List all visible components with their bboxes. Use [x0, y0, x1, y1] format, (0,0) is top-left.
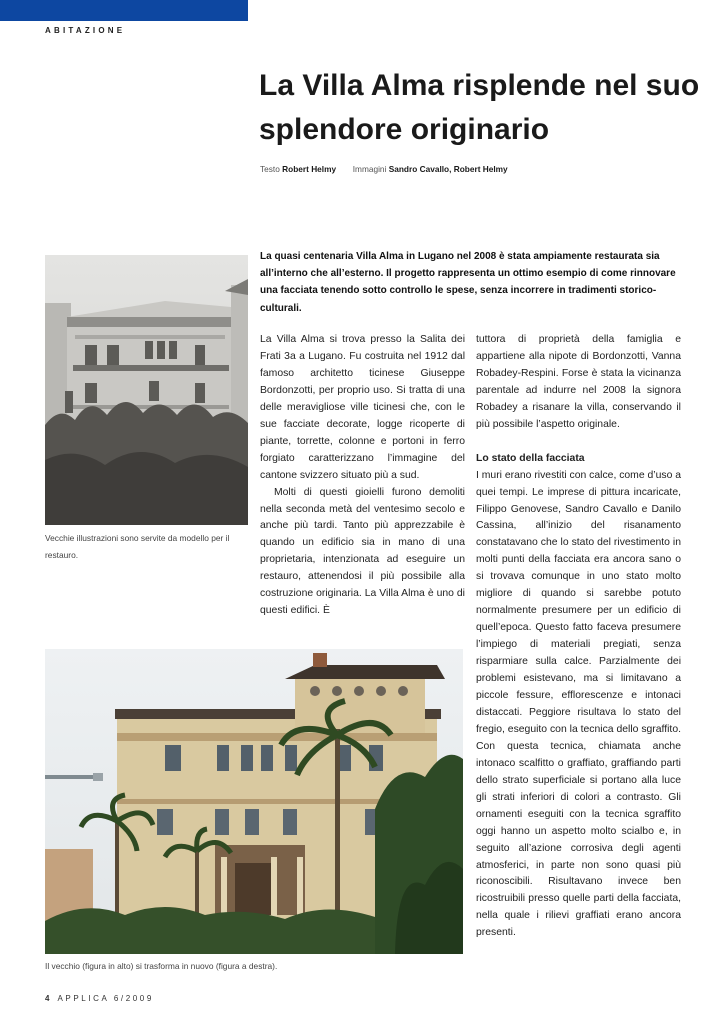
- body-paragraph: Molti di questi gioielli furono demoliti nella seconda metà del ventesimo secolo e anche più tardi. Tanto più apprezzabile è quando un edificio sia in mano di una proprietaria, intenzionata ad eseguire un restauro, attenendosi il più possibile alla costruzione originaria. La Villa Alma è uno di questi edifici. È: [260, 486, 465, 617]
- images-credit-label: Immagini: [352, 164, 387, 174]
- old-villa-photo: [45, 255, 248, 525]
- text-credit-author: Robert Helmy: [282, 164, 337, 174]
- body-paragraph: tuttora di proprietà della famiglia e appartiene alla nipote di Bordonzotti, Vanna Robadey-Respini. Forse è stata la vicinanza parentale ad indurre nel 2008 la signora Robadey a risanare la villa, conservando il più possibile l’aspetto originale.: [476, 334, 681, 430]
- body-paragraph: La Villa Alma si trova presso la Salita dei Frati 3a a Lugano. Fu costruita nel 1912 dal famoso architetto ticinese Giuseppe Bordonzotti, per proprio uso. Si tratta di una delle meravigliose ville ticinesi che, con le sue facciate decorate, logge ricoperte di piante, torrette, colonne e portoni in ferro forgiato caratterizzano l’immagine del cantone svizzero situato più a sud.: [260, 334, 465, 481]
- text-credit-label: Testo: [260, 164, 280, 174]
- magazine-issue: APPLICA 6/2009: [57, 994, 154, 1003]
- article-lead: La quasi centenaria Villa Alma in Lugano nel 2008 è stata ampiamente restaurata sia all’interno che all’esterno. Il progetto rappresenta un ottimo esempio di come rinnovare una facciata tenendo sotto controllo le spese, senza incorrere in tradimenti storico-culturali.: [260, 251, 676, 314]
- page-number: 4: [45, 994, 50, 1003]
- restored-villa-photo: [45, 649, 463, 954]
- body-column-2: [476, 332, 681, 942]
- page-footer: [45, 994, 154, 1003]
- article-credits: [260, 164, 508, 174]
- subheading: Lo stato della facciata: [476, 452, 585, 464]
- article-title: La Villa Alma risplende nel suo splendore originario: [259, 69, 700, 146]
- old-photo-caption: Vecchie illustrazioni sono servite da modello per il restauro.: [45, 533, 230, 560]
- body-column-1: [260, 332, 465, 620]
- restored-photo-caption: Il vecchio (figura in alto) si trasforma in nuovo (figura a destra).: [45, 961, 278, 971]
- images-credit-authors: Sandro Cavallo, Robert Helmy: [388, 164, 508, 174]
- section-label: ABITAZIONE: [45, 26, 126, 35]
- top-accent-bar: [0, 0, 248, 21]
- body-paragraph: I muri erano rivestiti con calce, come d’uso a quei tempi. Le imprese di pittura incaricate, Filippo Genovese, Sandro Cavallo e Danilo Cassina, all’inizio del risanamento constatavano che lo stato del rivestimento in molti punti della facciata era ancora sano o si trovava comunque in uno stato molto migliore di quando si sarebbe potuto normalmente presumere per un edificio di quell’epoca. Questo fatto faceva presumere l’impiego di materiali pregiati, senza risparmiare sulla calce. Parzialmente dei problemi esistevano, ma si limitavano a piccole fessure, efflorescenze e intonaci distaccati. Peggiore risultava lo stato del fregio, eseguito con la tecnica dello sgraffito. Con questa tecnica, chiamata anche intonaco scalfitto o graffiato, graffiando parti dello strato superficiale si portano alla luce gli strati inferiori di colori a contrasto. Gli ornamenti eseguiti con la tecnica sgraffito oggi hanno un aspetto molto scialbo e, in seguito all’azione corrosiva degli agenti atmosferici, in parte non sono quasi più riconoscibili. Risultavano invece ben ricostruibili presso quelle parti della facciata, nella quale i rilievi graffiati erano ancora presenti.: [476, 469, 682, 939]
